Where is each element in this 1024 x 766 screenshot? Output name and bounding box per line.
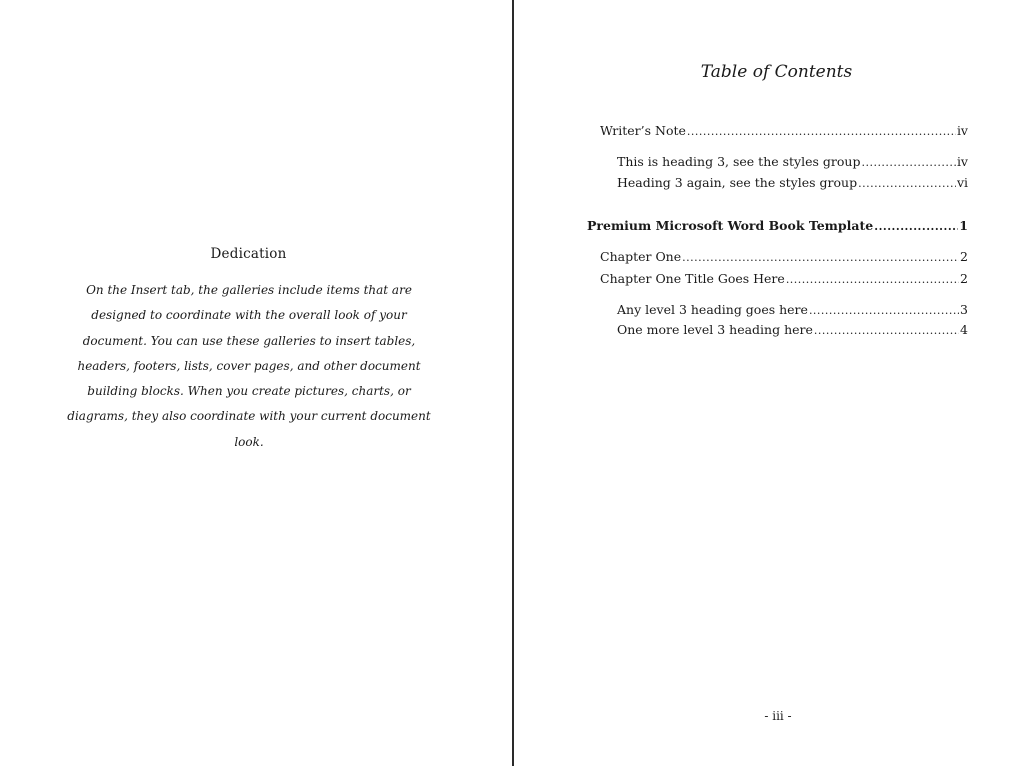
toc-entry-label: Heading 3 again, see the styles group <box>617 175 858 190</box>
toc-entry-page: vi <box>956 175 968 190</box>
toc-entry-label: Writer’s Note <box>600 123 686 138</box>
toc-entry-any-level-3[interactable] <box>617 301 968 320</box>
toc-entry-chapter-one-title[interactable] <box>600 270 968 289</box>
toc-entry-page: 4 <box>960 322 968 337</box>
dedication-title: Dedication <box>210 246 287 262</box>
toc-entry-label: Chapter One <box>600 249 682 264</box>
toc-entry-page: 2 <box>960 249 968 264</box>
toc-title: Table of Contents <box>700 62 853 82</box>
toc-dot-leader <box>861 153 955 172</box>
toc-entry-writers-note[interactable] <box>600 122 968 141</box>
right-page <box>514 0 1024 766</box>
toc-dot-leader <box>687 122 956 141</box>
page-number: - iii - <box>764 709 792 723</box>
toc-entry-label: One more level 3 heading here <box>617 322 813 337</box>
toc-dot-leader <box>786 270 959 289</box>
toc-dot-leader <box>874 217 958 236</box>
toc-entry-one-more-level-3[interactable] <box>617 321 968 340</box>
toc-dot-leader <box>809 301 959 320</box>
toc-entry-chapter-one[interactable] <box>600 248 968 267</box>
toc-entry-heading-3-again[interactable] <box>617 174 968 193</box>
toc-entry-page: iv <box>956 154 968 169</box>
toc-entry-label: Chapter One Title Goes Here <box>600 271 785 286</box>
toc-entry-page: 3 <box>960 302 968 317</box>
dedication-body: On the Insert tab, the galleries include items that are designed to coordinate with the overall look of your document. You can use these galleries to insert tables, headers, footers, lists, cover pages, and other document building blocks. When you create pictures, charts, or diagrams, they also coordinate with your current document look. <box>67 283 431 449</box>
toc-dot-leader <box>682 248 959 267</box>
toc-entry-page: 2 <box>960 271 968 286</box>
toc-entry-page: iv <box>956 123 968 138</box>
toc-entry-book-title[interactable] <box>587 217 968 236</box>
toc-entry-page: 1 <box>959 218 968 233</box>
toc-entry-heading-3[interactable] <box>617 153 968 172</box>
toc-dot-leader <box>814 321 959 340</box>
toc-dot-leader <box>858 174 956 193</box>
toc-entry-label: This is heading 3, see the styles group <box>617 154 861 169</box>
toc-entry-label: Premium Microsoft Word Book Template <box>587 218 874 233</box>
toc-entry-label: Any level 3 heading goes here <box>617 302 808 317</box>
